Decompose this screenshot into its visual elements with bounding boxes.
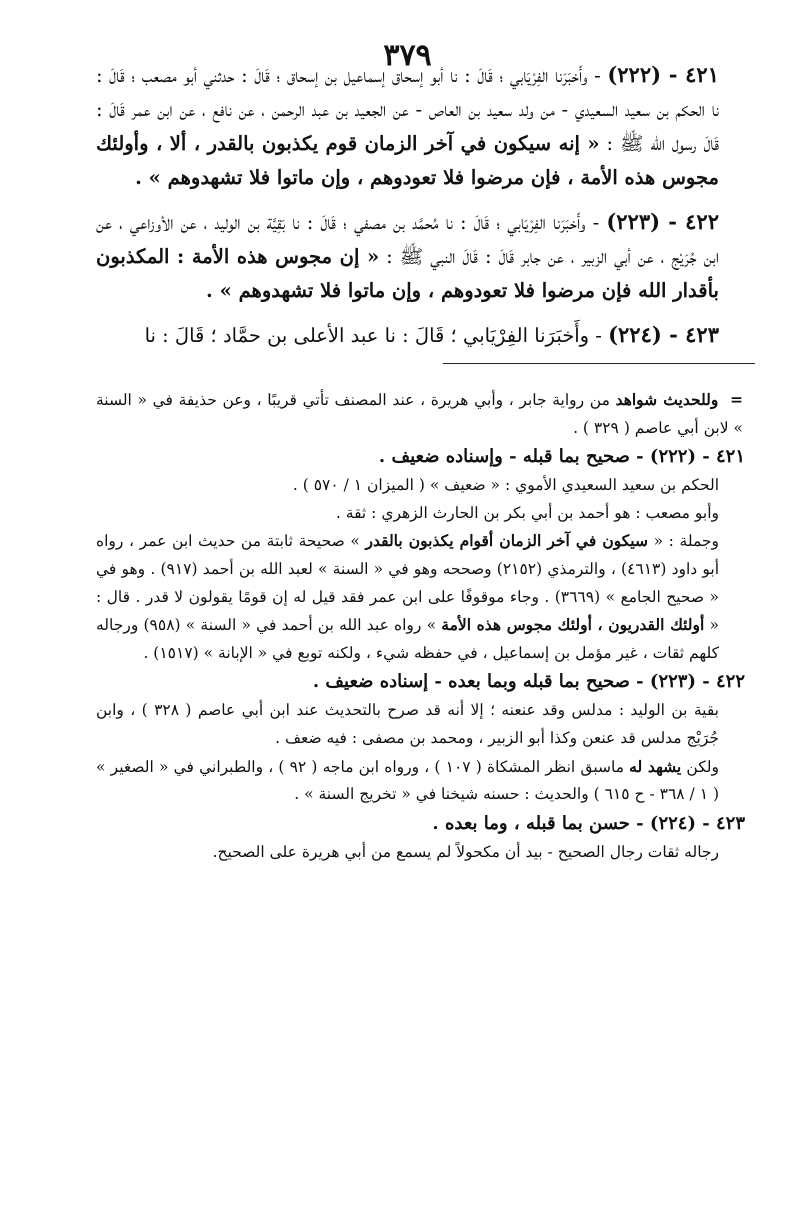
- footnote-bold-phrase: سيكون في آخر الزمان أقوام يكذبون بالقدر: [365, 531, 648, 551]
- hadith-number: ٤٢٣ - (٢٢٤): [608, 322, 719, 347]
- hadith-number: ٤٢٢ - (٢٢٣): [606, 209, 719, 234]
- continuation-mark: =: [729, 390, 743, 409]
- hadith-isnad: - وأَخبَرَنا الفِرْيَابي ؛ قَالَ : نا أبو إسحاق إسماعيل بن إسحاق ؛ قَالَ : حدثني أبو مصعب ؛ قَالَ : نا الحكم بن سعيد السعيدي - من ولد سعيد بن العاص - عن الجعيد بن عبد الرحمن ، عن نافع ، عن ابن عمر قَالَ : قَالَ رسول الله ﷺ :: [96, 64, 719, 155]
- hadith-number: ٤٢١ - (٢٢٢): [607, 62, 719, 87]
- hadith-entry: [96, 58, 719, 195]
- footnote-line: الحكم بن سعيد السعيدي الأموي : « ضعيف » ( الميزان ١ / ٥٧٠ ) .: [292, 476, 719, 495]
- footnote-paragraph: بقية بن الوليد : مدلس وقد عنعنه ؛ إلا أنه قد صرح بالتحديث عند ابن أبي عاصم ( ٣٢٨ ) ، وابن جُرَيْج مدلس قد عنعن وكذا أبو الزبير ، ومحمد بن مصفى : فيه ضعف .: [96, 701, 719, 747]
- footnote-bold-phrase: وللحديث شواهد: [615, 390, 719, 409]
- footnote-text: » رواه عبد الله بن أحمد في « السنة » (٩٥٨) ورجاله كلهم ثقات ، غير مؤمل بن إسماعيل ، في حفظه شيء ، ولكنه توبع في « الإبانة » (١٥١٧) .: [96, 616, 719, 662]
- footnote-heading-423: ٤٢٣ - (٢٢٤) - حسن بما قبله ، وما بعده .: [432, 812, 745, 834]
- page-number: ٣٧٩: [383, 38, 432, 73]
- hadith-isnad: - وأَخبَرَنا الفِرْيَابي ؛ قَالَ : نا عبد الأعلى بن حمَّاد ؛ قَالَ : نا: [144, 324, 602, 347]
- footnote-heading-421: ٤٢١ - (٢٢٢) - صحيح بما قبله - وإسناده ضعيف .: [378, 446, 745, 468]
- footnotes: [96, 386, 745, 866]
- footnote-line: وأبو مصعب : هو أحمد بن أبي بكر بن الحارث الزهري : ثقة .: [335, 503, 719, 522]
- hadith-matn: « إن مجوس هذه الأمة : المكذبون بأقدار الله فإن مرضوا فلا تعودوهم ، وإن ماتوا فلا تشهدوهم » .: [96, 245, 719, 302]
- main-text: [96, 58, 719, 353]
- hadith-isnad: - وأَخبَرَنا الفِرْيَابي ؛ قَالَ : نا مُحمَّد بن مصفي ؛ قَالَ : نا بَقِيَّة بن الوليد ، عن الأوزاعي ، عن ابن جُرَيْج ، عن أبي الزبير ، عن جابر قَالَ : قَالَ النبي ﷺ :: [96, 211, 719, 268]
- hadith-entry: [96, 205, 719, 308]
- footnote-line: رجاله ثقات رجال الصحيح - بيد أن مكحولاً لم يسمع من أبي هريرة على الصحيح.: [212, 842, 719, 861]
- hadith-matn: « إنه سيكون في آخر الزمان قوم يكذبون بالقدر ، ألا ، وأولئك مجوس هذه الأمة ، فإن مرضوا فلا تعودوهم ، وإن ماتوا فلا تشهدوهم » .: [96, 132, 719, 189]
- footnote-heading-422: ٤٢٢ - (٢٢٣) - صحيح بما قبله وبما بعده - إسناده ضعيف .: [312, 671, 745, 693]
- footnote-text: ولكن: [686, 757, 719, 776]
- footnote-paragraph: [96, 527, 719, 667]
- footnote-divider: [443, 363, 755, 364]
- hadith-entry: [96, 318, 719, 353]
- footnote-text: ماسبق انظر المشكاة ( ١٠٧ ) ، ورواه ابن ماجه ( ٩٢ ) ، والطبراني في « الصغير » ( ١ / ٣٦٨ - ح ٦١٥ ) والحديث : حسنه شيخنا في « تخريج السنة » .: [96, 757, 719, 804]
- footnote-bold-phrase: يشهد له: [629, 756, 682, 776]
- footnote-text: » صحيحة ثابتة من حديث ابن عمر ، رواه أبو داود (٤٦١٣) ، والترمذي (٢١٥٢) وصححه وهو في « السنة » لعبد الله بن أحمد (٩١٧) . وهو في « صحيح الجامع » (٣٦٦٩) . وجاء موقوفًا على ابن عمر فقد قيل له إن قومًا يقولون لا قدر . قال : «: [96, 532, 720, 635]
- footnote-continuation: [96, 386, 743, 442]
- footnote-text: من رواية جابر ، وأبي هريرة ، عند المصنف تأتي قريبًا ، وعن حذيفة في « السنة » لابن أبي عاصم ( ٣٢٩ ) .: [96, 391, 743, 437]
- footnote-paragraph: [96, 753, 719, 809]
- footnote-text: وجملة : «: [653, 532, 719, 551]
- footnote-bold-phrase: أولئك القدريون ، أولئك مجوس هذه الأمة: [441, 615, 705, 635]
